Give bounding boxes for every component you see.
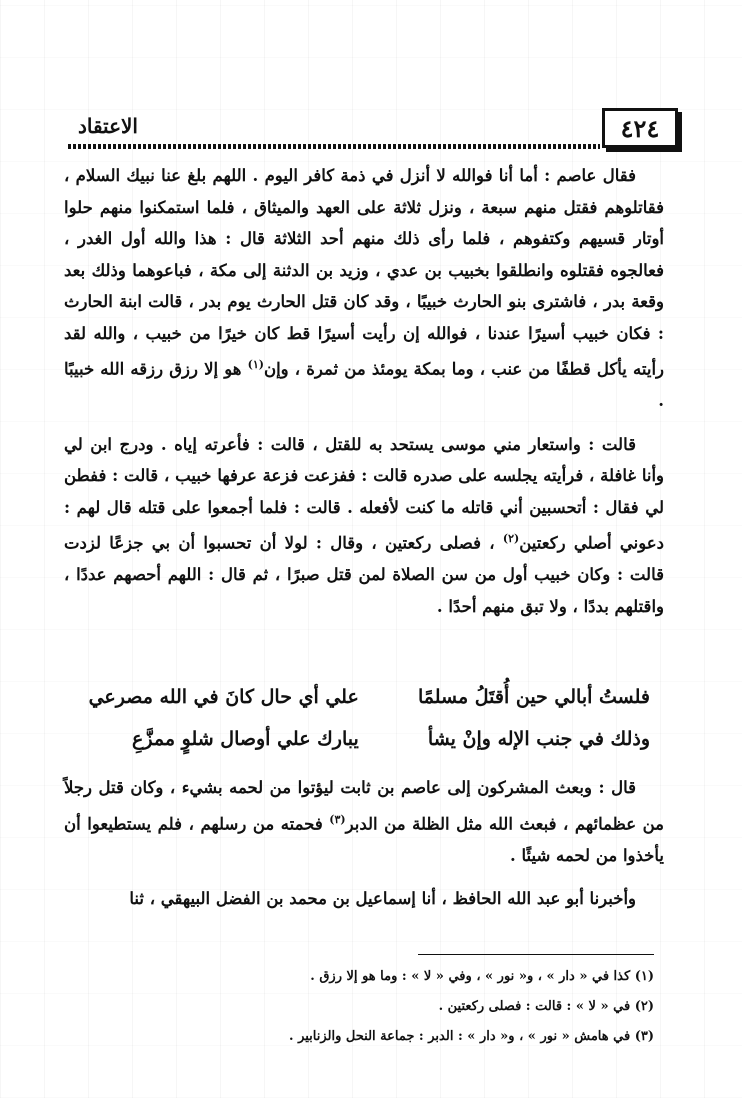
continued-text <box>64 772 664 915</box>
verse-line <box>90 718 650 760</box>
verse-second-half: يبارك علي أوصال شلوٍ ممزَّعِ <box>132 728 359 750</box>
footnotes <box>150 962 654 1052</box>
footnote-divider <box>418 954 654 955</box>
verse-second-half: علي أي حال كانَ في الله مصرعي <box>88 686 359 708</box>
page-number: ٤٢٤ <box>620 113 660 143</box>
header-rule <box>68 144 600 149</box>
verse-first-half: فلستُ أبالي حين أُقتَلُ مسلمًا <box>417 686 650 708</box>
footnote: (٢) في « لا » : قالت : فصلى ركعتين . <box>438 999 654 1014</box>
footnote-ref: (١) <box>247 358 264 371</box>
paragraph: وأخبرنا أبو عبد الله الحافظ ، أنا إسماعيل بن محمد بن الفضل البيهقي ، ثنا <box>129 889 636 908</box>
running-title: الاعتقاد <box>77 114 138 138</box>
verse-line <box>90 676 650 718</box>
page-header <box>68 108 678 148</box>
paragraph: فقال عاصم : أما أنا فوالله لا أنزل في ذمة كافر اليوم . اللهم بلغ عنا نبيك السلام ، فقاتلوهم فقتل منهم سبعة ، ونزل ثلاثة على العهد والميثاق ، فلما استمكنوا منهم حلوا أوتار قسيهم وكتفوهم ، فلما رأى ذلك منهم أحد الثلاثة قال : هذا والله أول الغدر ، فعالجوه فقتلوه وانطلقوا بخبيب بن عدي ، وزيد بن الدثنة إلى مكة ، فباعوهما وذلك بعد وقعة بدر ، فاشترى بنو الحارث خبيبًا ، وقد كان قتل الحارث يوم بدر ، قالت ابنة الحارث : فكان خبيب أسيرًا عندنا ، فوالله إن رأيت أسيرًا قط كان خيرًا من خبيب ، والله لقد رأيته يأكل قطفًا من عنب ، وما بمكة يومئذ من ثمرة ، وإن$^{(١)}$ هو إلا رزق رزقه الله خبيبًا . <box>64 166 665 410</box>
paragraph: قال : وبعث المشركون إلى عاصم بن ثابت ليؤتوا من لحمه بشيء ، وكان قتل رجلاً من عظمائهم ، فبعث الله مثل الظلة من الدبر$^{(٣)}$ فحمته من رسلهم ، فلم يستطيعوا أن يأخذوا من لحمه شيئًا . <box>64 778 664 865</box>
main-text <box>64 160 664 622</box>
verse-first-half: وذلك في جنب الإله وإنْ يشأ <box>427 728 650 750</box>
footnote: (٣) في هامش « نور » ، و« دار » : الدبر : جماعة النحل والزنابير . <box>289 1029 654 1044</box>
footnote-ref: (٣) <box>329 812 346 826</box>
page-number-box <box>602 108 678 148</box>
footnote: (١) كذا في « دار » ، و« نور » ، وفي « لا » : وما هو إلا رزق . <box>310 969 654 984</box>
poem-verses <box>90 676 650 760</box>
footnote-ref: (٢) <box>502 532 520 545</box>
paragraph: قالت : واستعار مني موسى يستحد به للقتل ، قالت : فأعرته إياه . ودرج ابن لي وأنا غافلة ، فرأيته يجلسه على صدره قالت : ففزعت فزعة عرفها خبيب ، قالت : ففطن لي فقال : أتحسبين أني قاتله ما كنت لأفعله . قالت : فلما أجمعوا على قتله قال لهم : دعوني أصلي ركعتين$^{(٢)}$ ، فصلى ركعتين ، وقال : لولا أن تحسبوا أن بي جزعًا لزدت قالت : وكان خبيب أول من سن الصلاة لمن قتل صبرًا ، ثم قال : اللهم أحصهم عددًا ، واقتلهم بددًا ، ولا تبق منهم أحدًا . <box>64 434 664 616</box>
